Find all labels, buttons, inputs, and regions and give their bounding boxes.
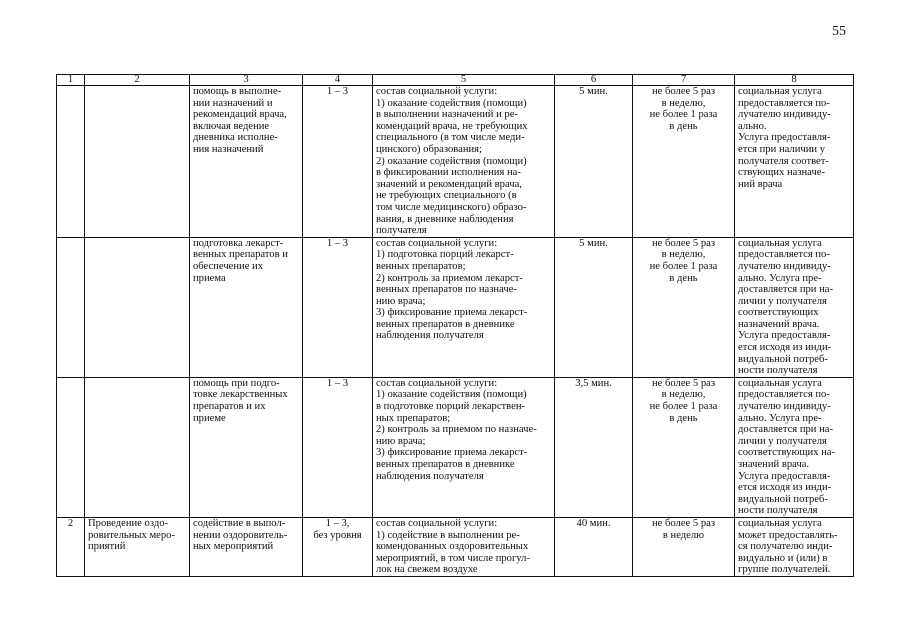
- time-cell: [555, 517, 633, 576]
- cell-line: социальная услуга: [738, 86, 822, 97]
- cell-line: группе получателей.: [738, 564, 831, 576]
- time-cell: [555, 377, 633, 517]
- cell-line: препаратов и их: [193, 401, 266, 413]
- cell-line: нении оздоровитель-: [193, 529, 288, 541]
- cell-line: соответствующих на-: [738, 447, 836, 459]
- cell-line: 1 – 3: [326, 237, 349, 249]
- cell-line: венных препаратов в дневнике: [376, 459, 515, 470]
- cell-line: доставляется при на-: [738, 424, 834, 436]
- header-cell-5: 5: [373, 75, 555, 86]
- header-cell-2: 2: [85, 75, 190, 86]
- notes-cell: [735, 377, 854, 517]
- cell-line: 2) контроль за приемом по назначе-: [376, 424, 537, 436]
- cell-line: товке лекарственных: [193, 389, 288, 401]
- cell-line: состав социальной услуги:: [376, 517, 498, 529]
- cell-line: лучателю индивиду-: [738, 401, 831, 413]
- cell-line: ально.: [738, 120, 767, 132]
- cell-line: ется исходя из инди-: [738, 342, 832, 354]
- frequency-cell: [633, 237, 735, 377]
- cell-line: в день: [669, 120, 698, 132]
- cell-line: не более 1 раза: [649, 109, 718, 121]
- cell-line: в день: [669, 272, 698, 284]
- cell-line: рекомендаций врача,: [193, 109, 287, 121]
- cell-line: видуальной потреб-: [738, 493, 828, 505]
- cell-line: 1 – 3: [326, 377, 349, 389]
- cell-line: предоставляется по-: [738, 389, 830, 401]
- time-cell: [555, 237, 633, 377]
- cell-line: в неделю: [662, 529, 705, 541]
- notes-cell: [735, 237, 854, 377]
- header-cell-4: 4: [303, 75, 373, 86]
- service-description-cell: [190, 517, 303, 576]
- service-name-cell: [85, 86, 190, 238]
- cell-line: в неделю,: [661, 249, 706, 261]
- cell-line: получателя: [376, 225, 427, 237]
- cell-line: обеспечение их: [193, 260, 264, 272]
- cell-line: содействие в выпол-: [193, 517, 286, 529]
- cell-line: не требующих специального (в: [376, 190, 517, 202]
- cell-line: ности получателя: [738, 365, 818, 377]
- cell-line: 3,5 мин.: [575, 377, 612, 389]
- cell-line: лучателю индивиду-: [738, 109, 831, 121]
- cell-line: ных препаратов;: [376, 412, 451, 424]
- cell-line: ется исходя из инди-: [738, 482, 832, 494]
- time-cell: [555, 86, 633, 238]
- cell-line: в день: [669, 412, 698, 424]
- level-cell: [303, 517, 373, 576]
- cell-line: состав социальной услуги:: [376, 237, 498, 249]
- cell-line: наблюдения получателя: [376, 330, 484, 342]
- cell-line: венных препаратов в дневнике: [376, 318, 515, 330]
- cell-line: ся получателю инди-: [738, 541, 833, 553]
- cell-line: ний врача: [738, 178, 783, 190]
- cell-line: 1 – 3: [326, 86, 349, 97]
- cell-line: ных мероприятий: [193, 541, 274, 553]
- cell-line: Услуга предоставля-: [738, 470, 831, 482]
- header-cell-7: 7: [633, 75, 735, 86]
- cell-line: комендованных оздоровительных: [376, 541, 529, 553]
- cell-line: наблюдения получателя: [376, 470, 484, 482]
- service-description-cell: [190, 86, 303, 238]
- content-cell: [373, 377, 555, 517]
- cell-line: ально. Услуга пре-: [738, 412, 822, 424]
- services-table: [56, 74, 854, 577]
- service-description-cell: [190, 237, 303, 377]
- cell-line: 1) содействие в выполнении ре-: [376, 529, 520, 541]
- cell-line: ровительных меро-: [88, 529, 175, 541]
- row-number-cell: [57, 237, 85, 377]
- table-row: [57, 86, 854, 238]
- level-cell: [303, 86, 373, 238]
- cell-line: приема: [193, 272, 226, 284]
- cell-line: Услуга предоставля-: [738, 330, 831, 342]
- cell-line: нию врача;: [376, 295, 426, 307]
- cell-line: помощь в выполне-: [193, 86, 282, 97]
- cell-line: цинского) образования;: [376, 143, 482, 155]
- cell-line: 3) фиксирование приема лекарст-: [376, 447, 528, 459]
- cell-line: предоставляется по-: [738, 249, 830, 261]
- row-number-cell: [57, 377, 85, 517]
- cell-line: в неделю,: [661, 389, 706, 401]
- cell-line: мероприятий, в том числе прогул-: [376, 552, 530, 564]
- cell-line: предоставляется по-: [738, 97, 830, 109]
- cell-line: социальная услуга: [738, 377, 822, 389]
- cell-line: состав социальной услуги:: [376, 377, 498, 389]
- cell-line: личии у получателя: [738, 295, 827, 307]
- cell-line: венных препаратов и: [193, 249, 288, 261]
- cell-line: лок на свежем воздухе: [376, 564, 478, 576]
- cell-line: 3) фиксирование приема лекарст-: [376, 307, 528, 319]
- cell-line: венных препаратов;: [376, 260, 466, 272]
- service-description-cell: [190, 377, 303, 517]
- header-cell-3: 3: [190, 75, 303, 86]
- cell-line: без уровня: [313, 529, 362, 541]
- cell-line: 1) оказание содействия (помощи): [376, 389, 527, 401]
- content-cell: [373, 517, 555, 576]
- cell-line: не более 5 раз: [651, 237, 716, 249]
- level-cell: [303, 377, 373, 517]
- cell-line: значений врача.: [738, 459, 810, 470]
- cell-line: социальная услуга: [738, 517, 822, 529]
- cell-line: не более 1 раза: [649, 260, 718, 272]
- notes-cell: [735, 86, 854, 238]
- header-cell-6: 6: [555, 75, 633, 86]
- cell-line: 5 мин.: [579, 86, 608, 97]
- cell-line: значений и рекомендаций врача,: [376, 178, 522, 190]
- cell-line: видуально и (или) в: [738, 552, 828, 564]
- cell-line: приеме: [193, 412, 226, 424]
- cell-line: в фиксировании исполнения на-: [376, 167, 521, 179]
- cell-line: 1) подготовка порций лекарст-: [376, 249, 514, 261]
- cell-line: 2) контроль за приемом лекарст-: [376, 272, 523, 284]
- cell-line: дневника исполне-: [193, 132, 278, 144]
- table-row: [57, 237, 854, 377]
- cell-line: ности получателя: [738, 505, 818, 517]
- cell-line: 2) оказание содействия (помощи): [376, 155, 527, 167]
- frequency-cell: [633, 517, 735, 576]
- cell-line: в выполнении назначений и ре-: [376, 109, 518, 121]
- cell-line: не более 5 раз: [651, 86, 716, 97]
- cell-line: ния назначений: [193, 143, 264, 155]
- cell-line: не более 5 раз: [651, 517, 716, 529]
- row-number-cell: 2: [57, 517, 85, 576]
- table-row: [57, 377, 854, 517]
- cell-line: состав социальной услуги:: [376, 86, 498, 97]
- page-number: 55: [832, 24, 846, 39]
- cell-line: может предоставлять-: [738, 529, 838, 541]
- cell-line: 1) оказание содействия (помощи): [376, 97, 527, 109]
- cell-line: социальная услуга: [738, 237, 822, 249]
- cell-line: Услуга предоставля-: [738, 132, 831, 144]
- cell-line: нию врача;: [376, 435, 426, 447]
- content-cell: [373, 86, 555, 238]
- cell-line: ально. Услуга пре-: [738, 272, 822, 284]
- frequency-cell: [633, 377, 735, 517]
- cell-line: нии назначений и: [193, 97, 273, 109]
- header-row: [57, 75, 854, 86]
- cell-line: включая ведение: [193, 120, 270, 132]
- cell-line: специального (в том числе меди-: [376, 132, 525, 144]
- service-name-cell: [85, 377, 190, 517]
- cell-line: венных препаратов по назначе-: [376, 284, 517, 296]
- level-cell: [303, 237, 373, 377]
- notes-cell: [735, 517, 854, 576]
- row-number-cell: [57, 86, 85, 238]
- cell-line: лучателю индивиду-: [738, 260, 831, 272]
- service-name-cell: [85, 517, 190, 576]
- cell-line: подготовка лекарст-: [193, 237, 284, 249]
- cell-line: 1 – 3,: [325, 517, 350, 529]
- cell-line: вания, в дневнике наблюдения: [376, 213, 514, 225]
- cell-line: приятий: [88, 541, 126, 553]
- service-name-cell: [85, 237, 190, 377]
- cell-line: видуальной потреб-: [738, 353, 828, 365]
- header-cell-1: 1: [57, 75, 85, 86]
- cell-line: не более 1 раза: [649, 401, 718, 413]
- cell-line: в неделю,: [661, 97, 706, 109]
- cell-line: 40 мин.: [576, 517, 611, 529]
- cell-line: ется при наличии у: [738, 143, 826, 155]
- cell-line: не более 5 раз: [651, 377, 716, 389]
- cell-line: получателя соответ-: [738, 155, 829, 167]
- cell-line: в подготовке порций лекарствен-: [376, 401, 526, 413]
- cell-line: доставляется при на-: [738, 284, 834, 296]
- cell-line: Проведение оздо-: [88, 517, 169, 529]
- cell-line: ствующих назначе-: [738, 167, 826, 179]
- cell-line: помощь при подго-: [193, 377, 280, 389]
- header-cell-8: 8: [735, 75, 854, 86]
- cell-line: личии у получателя: [738, 435, 827, 447]
- frequency-cell: [633, 86, 735, 238]
- cell-line: соответствующих: [738, 307, 819, 319]
- cell-line: том числе медицинского) образо-: [376, 201, 527, 213]
- content-cell: [373, 237, 555, 377]
- cell-line: назначений врача.: [738, 318, 820, 330]
- cell-line: комендаций врача, не требующих: [376, 120, 528, 132]
- cell-line: 5 мин.: [579, 237, 608, 249]
- table-row: [57, 517, 854, 576]
